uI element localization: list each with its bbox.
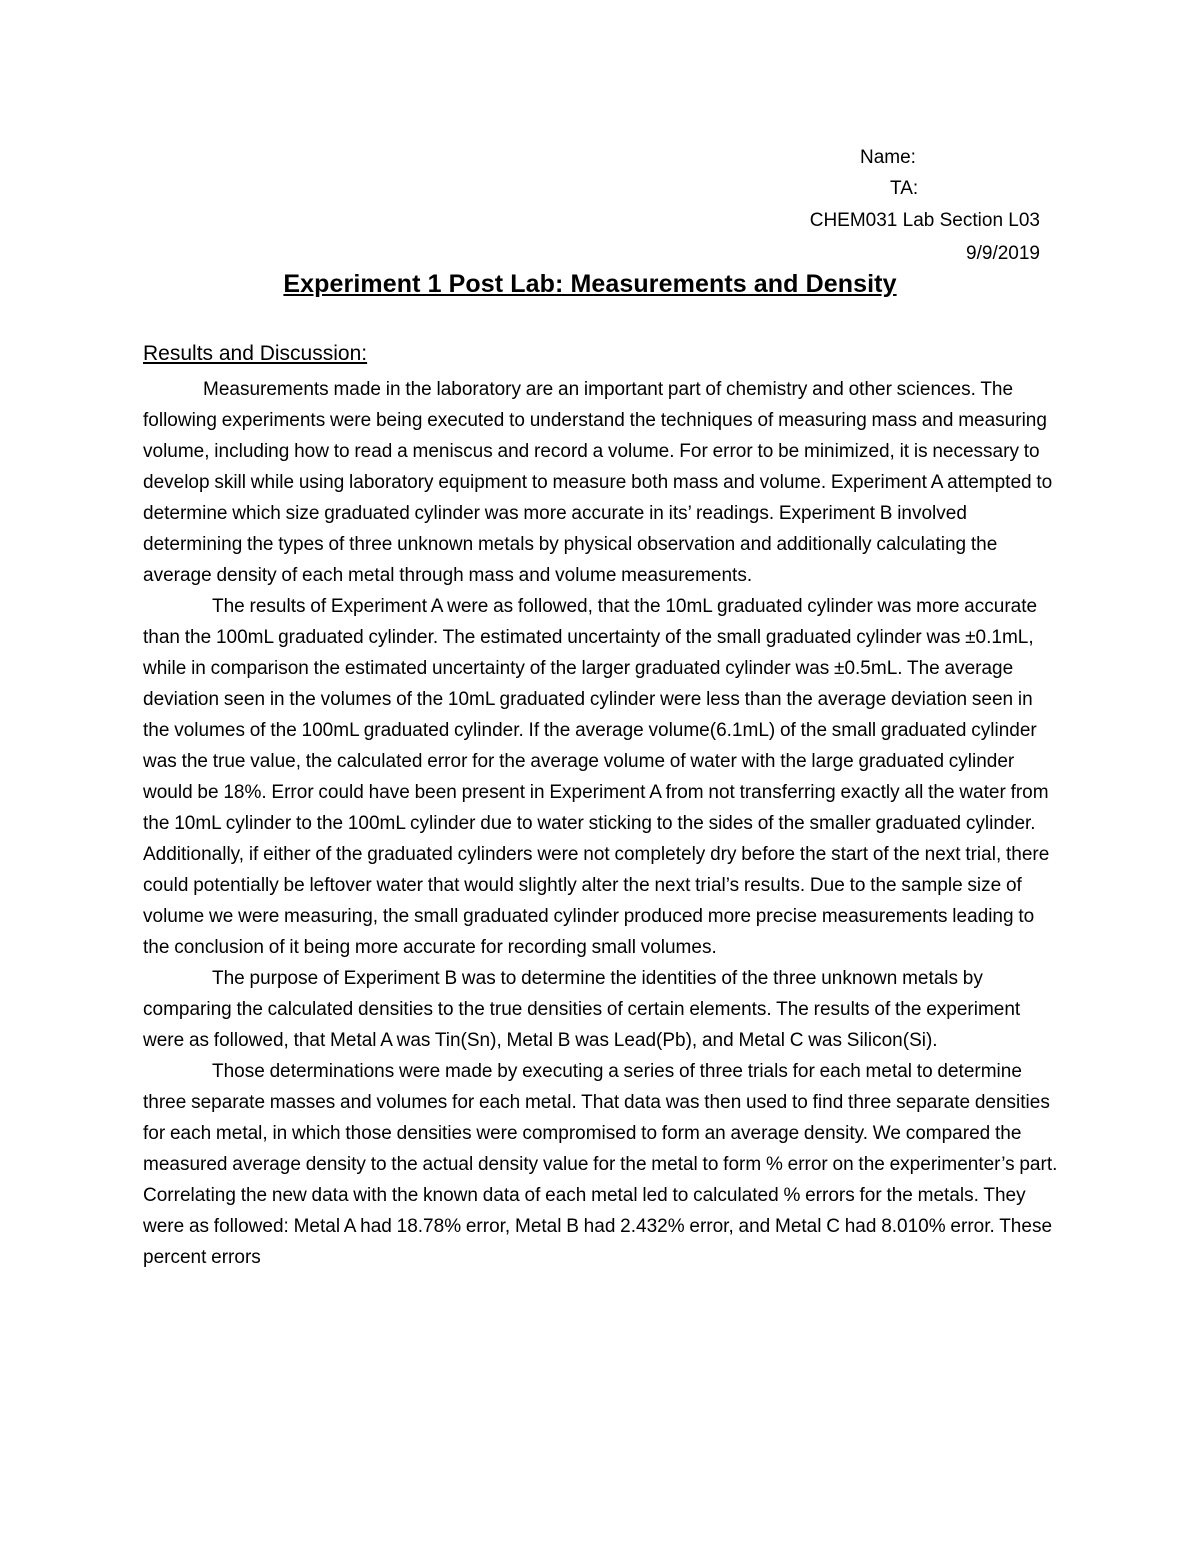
section-heading: Results and Discussion: xyxy=(143,342,368,365)
ta-label: TA: xyxy=(890,178,919,199)
body-text xyxy=(143,374,1061,1273)
paragraph-determinations: Those determinations were made by executing a series of three trials for each metal to determine three separate masses and volumes for each metal. That data was then used to find three separate densities for each metal, in which those densities were compromised to form an average density. We compared the measured average density to the actual density value for the metal to form % error on the experimenter’s part. Correlating the new data with the known data of each metal led to calculated % errors for the metals. They were as followed: Metal A had 18.78% error, Metal B had 2.432% error, and Metal C had 8.010% error. These percent errors xyxy=(143,1061,1058,1268)
name-label: Name: xyxy=(860,147,916,168)
document-title: Experiment 1 Post Lab: Measurements and Density xyxy=(283,270,897,298)
lab-section: CHEM031 Lab Section L03 xyxy=(809,210,1040,231)
paragraph-experiment-b-purpose: The purpose of Experiment B was to determine the identities of the three unknown metals by comparing the calculated densities to the true densities of certain elements. The results of the experiment were as followed, that Metal A was Tin(Sn), Metal B was Lead(Pb), and Metal C was Silicon(Si). xyxy=(143,968,1021,1051)
paragraph-introduction: Measurements made in the laboratory are an important part of chemistry and other sciences. The following experiments were being executed to understand the techniques of measuring mass and measuring volume, including how to read a meniscus and record a volume. For error to be minimized, it is necessary to develop skill while using laboratory equipment to measure both mass and volume. Experiment A attempted to determine which size graduated cylinder was more accurate in its’ readings. Experiment B involved determining the types of three unknown metals by physical observation and additionally calculating the average density of each metal through mass and volume measurements. xyxy=(143,379,1053,586)
document-date: 9/9/2019 xyxy=(966,243,1040,264)
paragraph-experiment-a-results: The results of Experiment A were as followed, that the 10mL graduated cylinder was more accurate than the 100mL graduated cylinder. The estimated uncertainty of the small graduated cylinder was ±0.1mL, while in comparison the estimated uncertainty of the larger graduated cylinder was ±0.5mL. The average deviation seen in the volumes of the 10mL graduated cylinder were less than the average deviation seen in the volumes of the 100mL graduated cylinder. If the average volume(6.1mL) of the small graduated cylinder was the true value, the calculated error for the average volume of water with the large graduated cylinder would be 18%. Error could have been present in Experiment A from not transferring exactly all the water from the 10mL cylinder to the 100mL cylinder due to water sticking to the sides of the smaller graduated cylinder. Additionally, if either of the graduated cylinders were not completely dry before the start of the next trial, there could potentially be leftover water that would slightly alter the next trial’s results. Due to the sample size of volume we were measuring, the small graduated cylinder produced more precise measurements leading to the conclusion of it being more accurate for recording small volumes. xyxy=(143,596,1050,958)
